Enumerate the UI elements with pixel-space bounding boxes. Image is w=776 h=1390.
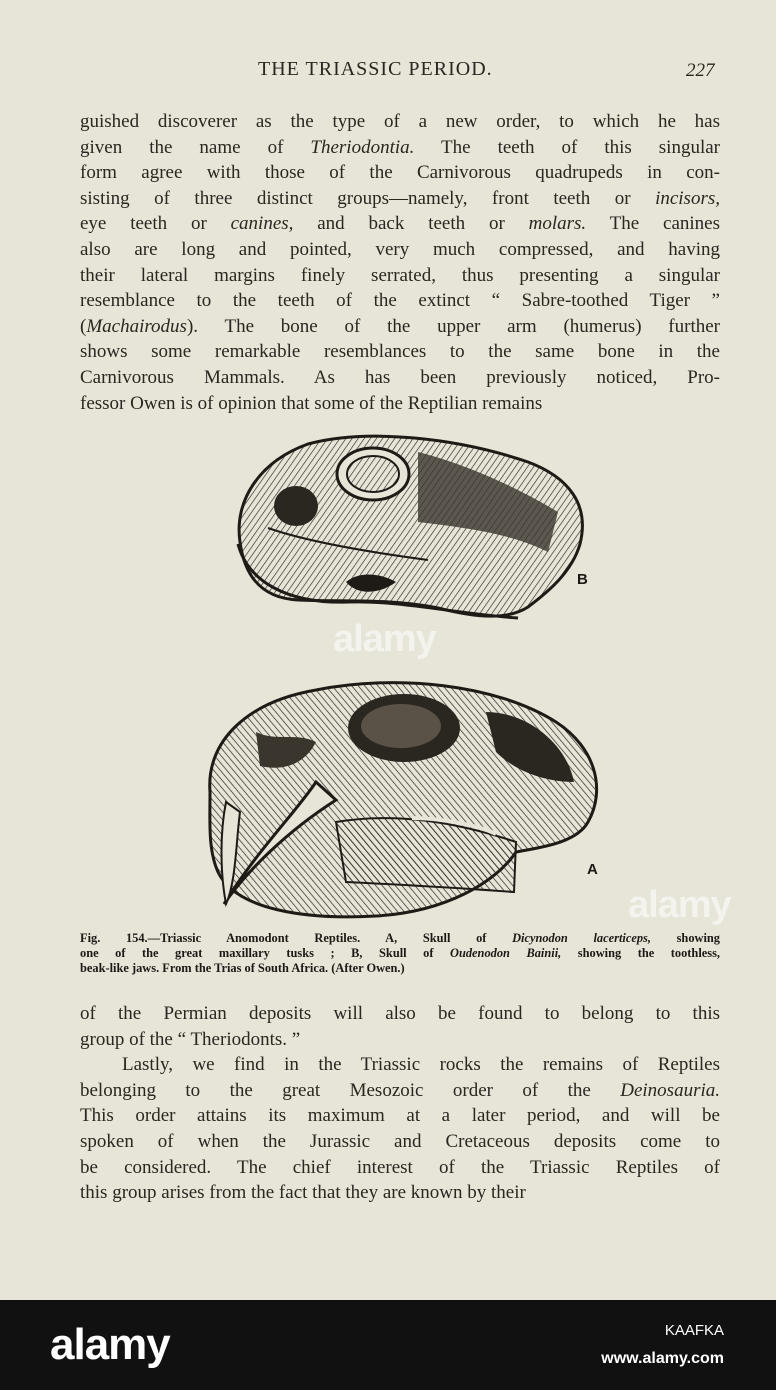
text-run: eye teeth or bbox=[80, 213, 231, 235]
italic-term: Deinosauria. bbox=[620, 1079, 720, 1101]
body-paragraph-top bbox=[80, 109, 720, 416]
page-number: 227 bbox=[686, 60, 715, 81]
text-line bbox=[80, 314, 720, 340]
text-line bbox=[80, 1001, 720, 1027]
text-line bbox=[80, 391, 720, 417]
italic-term: Dicynodon lacerticeps, bbox=[512, 931, 651, 945]
text-line bbox=[80, 186, 720, 212]
text-line bbox=[80, 961, 720, 976]
skull-a-illustration bbox=[196, 672, 604, 920]
text-run: Carnivorous Mammals. As has been previously noticed, Pro- bbox=[80, 366, 720, 388]
text-line bbox=[80, 211, 720, 237]
text-line bbox=[80, 1155, 720, 1181]
text-line bbox=[80, 365, 720, 391]
running-head: THE TRIASSIC PERIOD. bbox=[258, 58, 493, 80]
text-run: The canines bbox=[586, 213, 720, 235]
figure-caption bbox=[80, 931, 720, 976]
body-paragraph-bottom bbox=[80, 1001, 720, 1206]
text-line bbox=[80, 1052, 720, 1078]
text-line bbox=[80, 237, 720, 263]
text-run: and back teeth or bbox=[293, 213, 529, 235]
text-run: belonging to the great Mesozoic order of the bbox=[80, 1079, 621, 1101]
text-line bbox=[80, 339, 720, 365]
text-run: sisting of three distinct groups—namely, front teeth or bbox=[80, 187, 656, 209]
text-run: also are long and pointed, very much compressed, and having bbox=[80, 238, 720, 260]
text-run: shows some remarkable resemblances to the same bone in the bbox=[80, 341, 720, 363]
text-line bbox=[80, 1027, 720, 1053]
text-run: ). The bone of the upper arm (humerus) further bbox=[186, 315, 720, 337]
text-line bbox=[80, 1129, 720, 1155]
text-line bbox=[80, 288, 720, 314]
text-run: The teeth of this singular bbox=[414, 136, 720, 158]
text-run: this group arises from the fact that they are known by their bbox=[80, 1182, 526, 1204]
text-run: Lastly, we find in the Triassic rocks the remains of Reptiles bbox=[122, 1054, 720, 1076]
text-run: This order attains its maximum at a later period, and will be bbox=[80, 1105, 720, 1127]
italic-term: canines, bbox=[230, 213, 294, 235]
text-run: guished discoverer as the type of a new order, to which he has bbox=[80, 111, 720, 132]
text-run: given the name of bbox=[80, 136, 311, 158]
text-run: group of the “ Theriodonts. ” bbox=[80, 1028, 301, 1050]
text-run: ( bbox=[80, 315, 87, 337]
stock-photo-footer bbox=[0, 1300, 776, 1390]
text-line bbox=[80, 1180, 720, 1206]
italic-term: Theriodontia. bbox=[310, 136, 415, 158]
alamy-logo: alamy bbox=[50, 1320, 170, 1369]
text-line bbox=[80, 946, 720, 961]
image-id: KAAFKA bbox=[664, 1322, 724, 1339]
text-line bbox=[80, 109, 720, 135]
italic-term: Machairodus bbox=[86, 315, 187, 337]
text-run: showing bbox=[650, 931, 720, 945]
text-run: resemblance to the teeth of the extinct “ Sabre-toothed Tiger ” bbox=[80, 290, 720, 312]
text-line bbox=[80, 263, 720, 289]
skull-b-illustration bbox=[228, 432, 596, 632]
figure-label-b: B bbox=[577, 571, 588, 588]
italic-term: Oudenodon Bainii, bbox=[450, 946, 562, 960]
text-run: of the Permian deposits will also be found to belong to this bbox=[80, 1003, 720, 1024]
figure-label-a: A bbox=[587, 861, 598, 878]
text-line bbox=[80, 931, 720, 946]
text-run: one of the great maxillary tusks ; B, Skull of bbox=[80, 946, 451, 960]
watermark-right: alamy bbox=[628, 884, 731, 926]
text-run: showing the toothless, bbox=[561, 946, 721, 960]
italic-term: incisors, bbox=[655, 187, 720, 209]
italic-term: molars. bbox=[528, 213, 587, 235]
text-line bbox=[80, 1078, 720, 1104]
text-line bbox=[80, 135, 720, 161]
text-run: Fig. 154.—Triassic Anomodont Reptiles. A, Skull of bbox=[80, 931, 513, 945]
site-url[interactable]: www.alamy.com bbox=[601, 1350, 724, 1367]
text-run: beak-like jaws. From the Trias of South Africa. (After Owen.) bbox=[80, 961, 405, 975]
text-line bbox=[80, 160, 720, 186]
text-run: form agree with those of the Carnivorous quadrupeds in con- bbox=[80, 162, 720, 184]
text-run: their lateral margins finely serrated, thus presenting a singular bbox=[80, 264, 720, 286]
text-line bbox=[80, 1103, 720, 1129]
watermark-center: alamy bbox=[333, 618, 436, 660]
text-run: spoken of when the Jurassic and Cretaceous deposits come to bbox=[80, 1130, 720, 1152]
text-run: fessor Owen is of opinion that some of the Reptilian remains bbox=[80, 392, 543, 414]
text-run: be considered. The chief interest of the Triassic Reptiles of bbox=[80, 1156, 720, 1178]
